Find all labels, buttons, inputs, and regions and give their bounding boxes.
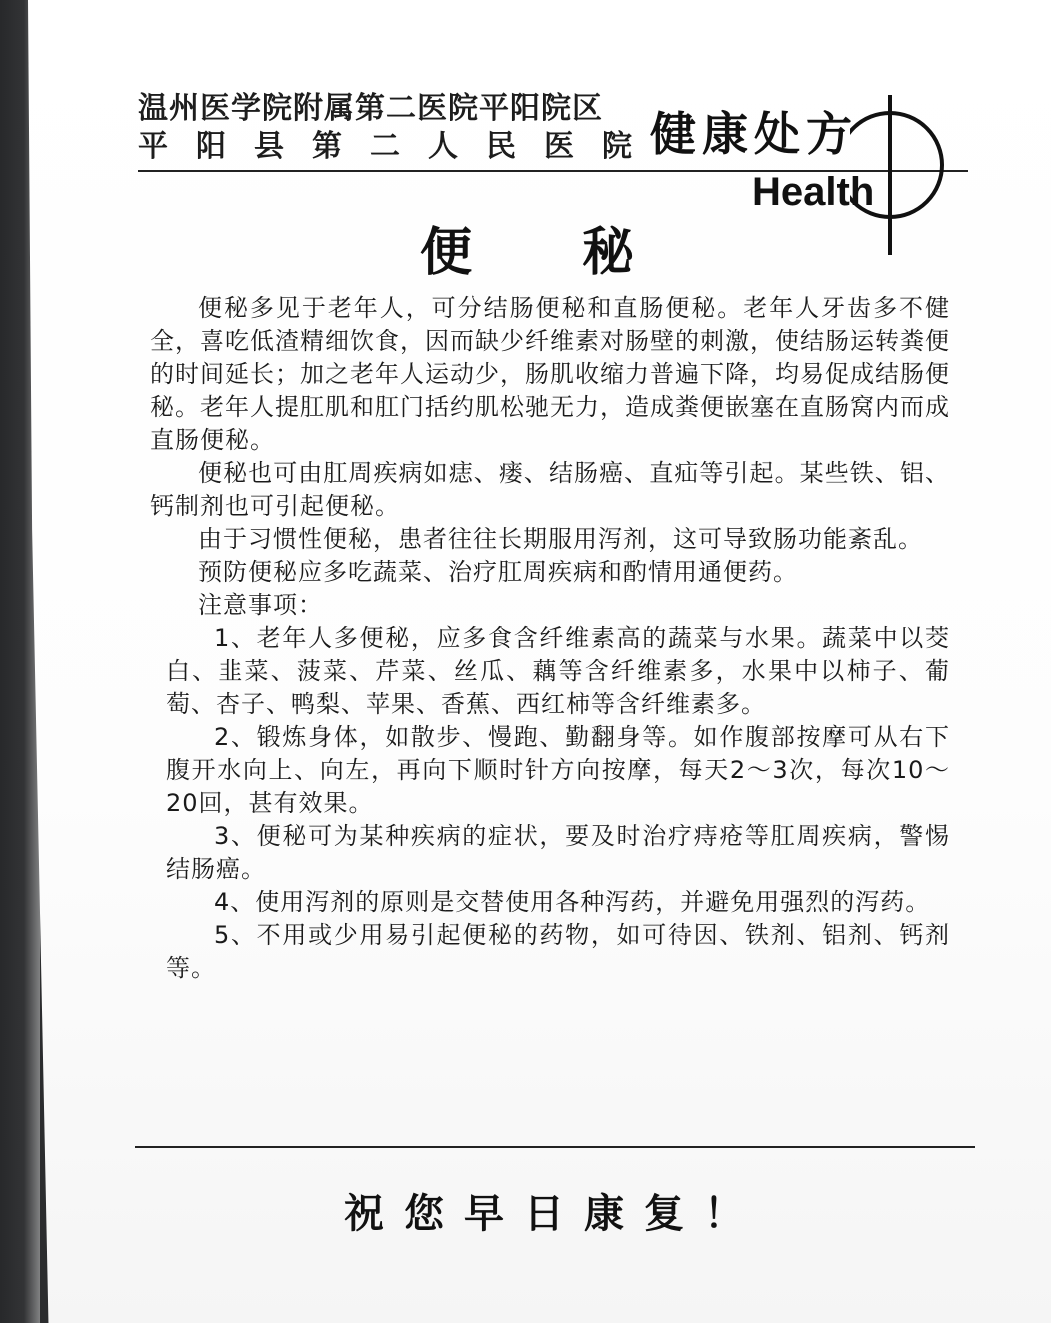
note-item-1: 1、老年人多便秘，应多食含纤维素高的蔬菜与水果。蔬菜中以茭白、韭菜、菠菜、芹菜、丝瓜、藕等含纤维素多，水果中以柿子、葡萄、杏子、鸭梨、苹果、香蕉、西红柿等含纤维素多。 xyxy=(166,624,950,718)
note-item-2: 2、锻炼身体，如散步、慢跑、勤翻身等。如作腹部按摩可从右下腹开水向上、向左，再向下顺时针方向按摩，每天2～3次，每次10～20回，甚有效果。 xyxy=(166,723,950,817)
note-item-5: 5、不用或少用易引起便秘的药物，如可待因、铁剂、铝剂、钙剂等。 xyxy=(166,921,950,982)
paragraph-laxatives: 由于习惯性便秘，患者往往长期服用泻剂，这可导致肠功能紊乱。 xyxy=(198,525,923,553)
footer-divider xyxy=(135,1146,975,1148)
document-body xyxy=(150,292,950,985)
page-title: 便秘 xyxy=(420,222,745,283)
brand-title-cn: 健康处方 xyxy=(650,107,858,161)
note-item-4: 4、使用泻剂的原则是交替使用各种泻药，并避免用强烈的泻药。 xyxy=(214,888,931,916)
notes-list xyxy=(150,622,950,985)
closing-message: 祝您早日康复！ xyxy=(344,1190,764,1237)
paragraph-prevention: 预防便秘应多吃蔬菜、治疗肛周疾病和酌情用通便药。 xyxy=(198,558,798,586)
note-item-3: 3、便秘可为某种疾病的症状，要及时治疗痔疮等肛周疾病，警惕结肠癌。 xyxy=(166,822,950,883)
notes-heading: 注意事项： xyxy=(198,591,323,619)
hospital-name-line1: 温州医学院附属第二医院平阳院区 xyxy=(138,91,603,126)
brand-title-en: Health xyxy=(752,170,875,214)
hospital-name-line2: 平阳县第二人民医院 xyxy=(138,129,660,164)
paragraph-intro: 便秘多见于老年人，可分结肠便秘和直肠便秘。老年人牙齿多不健全，喜吃低渣精细饮食，因而缺少纤维素对肠壁的刺激，使结肠运转粪便的时间延长；加之老年人运动少，肠肌收缩力普遍下降，均易促成结肠便秘。老年人提肛肌和肛门括约肌松驰无力，造成粪便嵌塞在直肠窝内而成直肠便秘。 xyxy=(150,294,950,454)
paragraph-causes: 便秘也可由肛周疾病如痣、瘘、结肠癌、直疝等引起。某些铁、铝、钙制剂也可引起便秘。 xyxy=(150,459,950,520)
